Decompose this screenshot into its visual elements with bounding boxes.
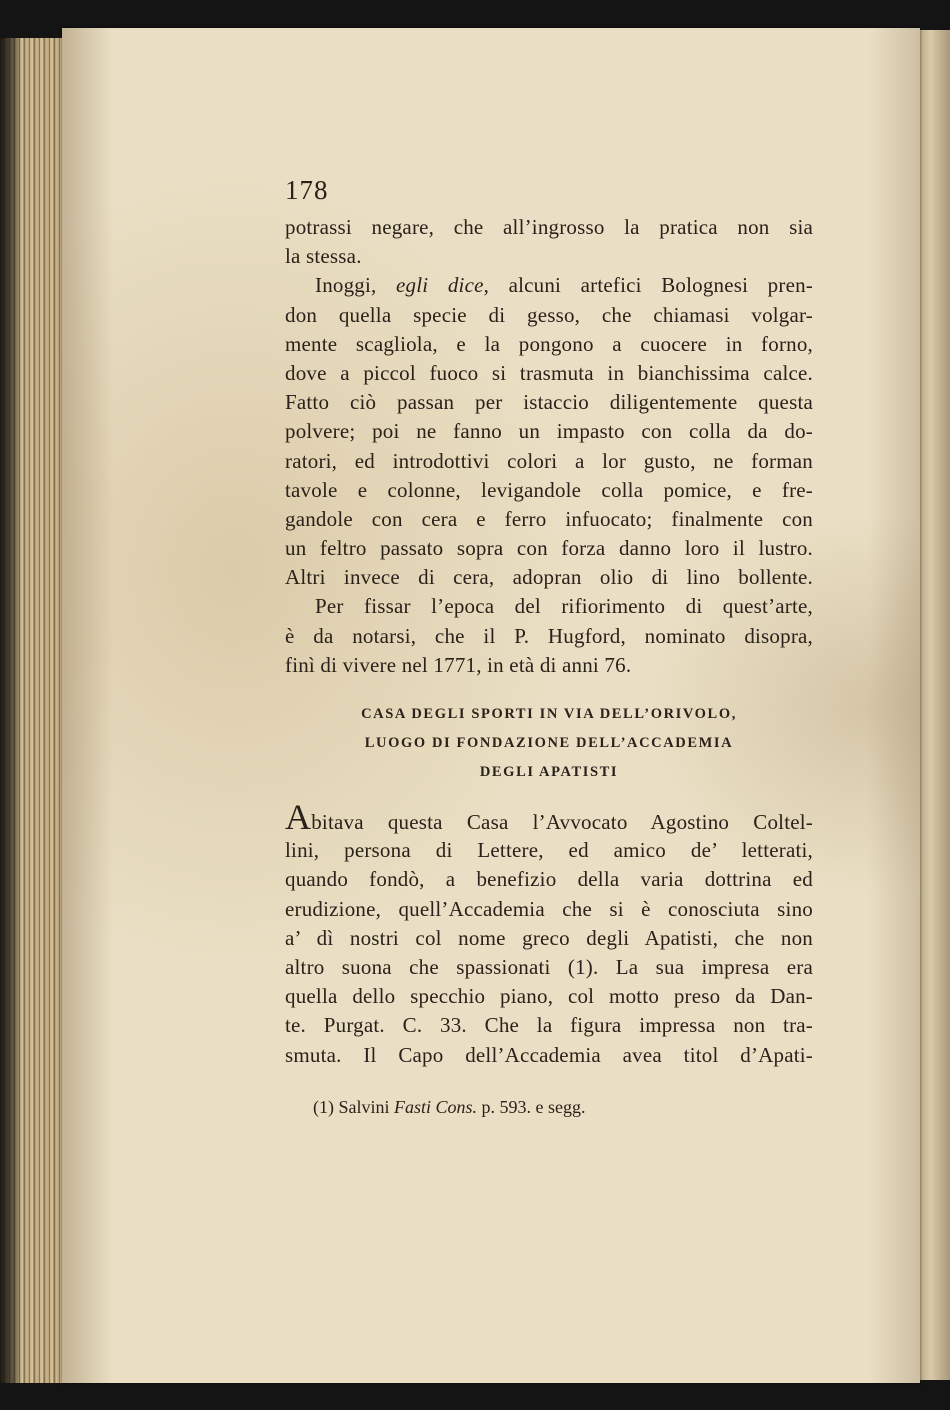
heading-line-2: LUOGO DI FONDAZIONE DELL’ACCADEMIA: [364, 735, 734, 751]
body-line: dove a piccol fuoco si trasmuta in bianchissima calce.: [285, 360, 813, 385]
body-line: [285, 271, 813, 300]
body-line: ratori, ed introdottivi colori a lor gusto, ne forman: [285, 448, 813, 473]
body-text-after-heading: [285, 836, 813, 1070]
body-line: Per fissar l’epoca del rifiorimento di quest’arte,: [315, 594, 813, 619]
section-heading: [285, 700, 813, 787]
body-line: polvere; poi ne fanno un impasto con colla da do-: [285, 419, 813, 444]
body-line: te. Purgat. C. 33. Che la figura impressa non tra-: [285, 1013, 813, 1038]
body-line: smuta. Il Capo dell’Accademia avea titol d’Apati-: [285, 1042, 813, 1067]
footnote-after: p. 593. e segg.: [477, 1097, 586, 1117]
body-line: gandole con cera e ferro infuocato; finalmente con: [285, 506, 813, 531]
body-line: potrassi negare, che all’ingrosso la pratica non sia: [285, 215, 813, 239]
facing-page-edge: [918, 30, 950, 1380]
line-segment: Inoggi,: [315, 273, 397, 298]
page-number: 178: [285, 175, 329, 205]
body-line: finì di vivere nel 1771, in età di anni 76.: [285, 652, 632, 677]
body-line: quando fondò, a benefizio della varia dottrina ed: [285, 867, 813, 892]
body-line: a’ dì nostri col nome greco degli Apatisti, che non: [285, 925, 813, 950]
body-line: quella dello specchio piano, col motto preso da Dan-: [285, 984, 813, 1009]
binding-shadow: [0, 38, 22, 1383]
drop-cap: A: [285, 797, 312, 837]
body-line: Altri invece di cera, adopran olio di lino bollente.: [285, 565, 813, 590]
line-segment: , alcuni artefici Bolognesi pren-: [483, 273, 813, 298]
body-line: è da notarsi, che il P. Hugford, nominato disopra,: [285, 623, 813, 648]
footnote-before: (1) Salvini: [313, 1097, 394, 1117]
body-line: altro suona che spassionati (1). La sua impresa era: [285, 954, 813, 979]
body-line: mente scagliola, e la pongono a cuocere in forno,: [285, 331, 813, 356]
footnote-italic: Fasti Cons.: [394, 1097, 478, 1117]
line-italic-segment: egli dice: [396, 273, 484, 298]
body-line: erudizione, quell’Accademia che si è conosciuta sino: [285, 896, 813, 921]
body-line: tavole e colonne, levigandole colla pomice, e fre-: [285, 477, 813, 502]
body-text-before-heading: [285, 213, 813, 680]
heading-line-1: CASA DEGLI SPORTI IN VIA DELL’ORIVOLO,: [361, 706, 737, 722]
body-line: la stessa.: [285, 244, 362, 269]
body-line: lini, persona di Lettere, ed amico de’ letterati,: [285, 838, 813, 863]
body-line: [285, 797, 813, 837]
body-line: Fatto ciò passan per istaccio diligentemente questa: [285, 390, 813, 415]
footnote: [313, 1097, 586, 1118]
body-line: un feltro passato sopra con forza danno loro il lustro.: [285, 536, 813, 561]
body-line: don quella specie di gesso, che chiamasi volgar-: [285, 302, 813, 327]
page-text: [285, 175, 813, 1070]
first-line-rest: bitava questa Casa l’Avvocato Agostino Coltel-: [311, 810, 813, 834]
heading-line-3: DEGLI APATISTI: [479, 764, 619, 780]
